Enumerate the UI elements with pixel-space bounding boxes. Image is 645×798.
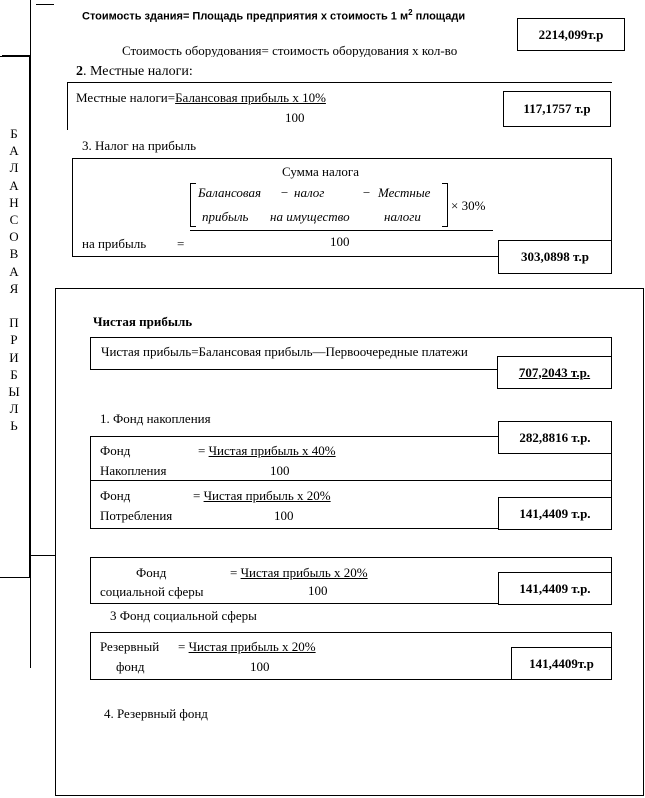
top-tick-line <box>36 4 54 5</box>
net-profit-value-box: 707,2043 т.р. <box>497 356 612 389</box>
accumulation-label2: Накопления <box>100 463 167 478</box>
reserve-denominator: 100 <box>250 659 270 674</box>
profit-tax-term3-bottom: налоги <box>384 209 421 224</box>
sidebar-letter: Л <box>9 160 19 176</box>
profit-tax-sum-label: Сумма налога <box>282 164 359 179</box>
reserve-label2: фонд <box>116 659 145 674</box>
sidebar-letter: Л <box>9 401 19 417</box>
building-cost-formula: Стоимость здания= Площадь предприятия x стоимость 1 $м^2$ площади <box>82 8 466 23</box>
social-formula: = Чистая прибыль x 20% <box>230 565 368 580</box>
profit-tax-term3-top: Местные <box>378 185 431 200</box>
sidebar-letter: Н <box>9 194 19 210</box>
consumption-formula: = Чистая прибыль x 20% <box>193 488 331 503</box>
reserve-label1: Резервный <box>100 639 160 654</box>
local-taxes-formula: Местные налоги=Балансовая прибыль x 10% <box>76 90 326 105</box>
right-bracket <box>442 183 448 227</box>
left-bracket <box>190 183 196 227</box>
profit-tax-left-label: на прибыль <box>82 236 147 251</box>
sidebar-letter: А <box>9 177 19 193</box>
profit-tax-term1-top: Балансовая <box>198 185 261 200</box>
connector-mid-line <box>30 555 55 556</box>
profit-tax-heading: 3. Налог на прибыль <box>82 138 196 153</box>
profit-tax-value-box: 303,0898 т.р <box>498 240 612 274</box>
local-taxes-value-box: 117,1757 т.р <box>503 91 611 127</box>
sidebar-letter: А <box>9 263 19 279</box>
social-value-box: 141,4409 т.р. <box>498 572 612 605</box>
sidebar-letter: Ы <box>8 384 20 399</box>
accumulation-value-box: 282,8816 т.р. <box>498 421 612 454</box>
profit-tax-minus1: − <box>280 185 289 200</box>
profit-tax-term1-bottom: прибыль <box>202 209 249 224</box>
social-denominator: 100 <box>308 583 328 598</box>
social-label1: Фонд <box>136 565 167 580</box>
sidebar-letter: Я <box>9 280 19 296</box>
accumulation-denominator: 100 <box>270 463 290 478</box>
profit-tax-denominator: 100 <box>330 234 350 249</box>
accumulation-formula: = Чистая прибыль x 40% <box>198 443 336 458</box>
left-connector-line <box>30 0 31 668</box>
consumption-label1: Фонд <box>100 488 131 503</box>
sidebar-letter: Б <box>10 366 18 382</box>
sidebar-letter: Ь <box>10 418 18 434</box>
reserve-value-box: 141,4409т.р <box>511 647 612 680</box>
consumption-denominator: 100 <box>274 508 294 523</box>
equipment-cost-formula: Стоимость оборудования= стоимость оборудования x кол-во <box>122 44 458 57</box>
profit-tax-percent: × 30% <box>451 198 486 213</box>
profit-tax-term2-bottom: на имущество <box>270 209 350 224</box>
local-taxes-heading: 2. Местные налоги: <box>76 64 193 79</box>
sidebar-letter: О <box>9 229 19 245</box>
profit-tax-fraction-line <box>190 230 493 231</box>
sidebar-letter: И <box>9 349 19 365</box>
sidebar-letter: С <box>9 212 19 227</box>
sidebar-letter: В <box>9 246 19 262</box>
sidebar-letter: Р <box>10 332 18 348</box>
consumption-label2: Потребления <box>100 508 173 523</box>
consumption-value-box: 141,4409 т.р. <box>498 497 612 530</box>
local-taxes-denominator: 100 <box>285 110 305 125</box>
profit-tax-equals: = <box>177 236 185 251</box>
social-fund-heading: 3 Фонд социальной сферы <box>110 608 257 623</box>
building-value-box: 2214,099т.р <box>517 18 625 51</box>
accumulation-label1: Фонд <box>100 443 131 458</box>
sidebar-letter: Б <box>10 126 18 141</box>
reserve-fund-heading: 4. Резервный фонд <box>104 706 208 721</box>
social-label2: социальной сферы <box>100 584 204 599</box>
profit-tax-term2-top: налог <box>294 185 325 200</box>
net-profit-formula-box: Чистая прибыль=Балансовая прибыль—Первоочередные платежи <box>90 337 612 370</box>
sidebar-letter: П <box>9 315 19 331</box>
accumulation-fund-heading: 1. Фонд накопления <box>100 411 211 426</box>
sidebar-letter: А <box>9 143 19 159</box>
reserve-formula: = Чистая прибыль x 20% <box>178 639 316 654</box>
profit-tax-minus2: − <box>362 185 371 200</box>
net-profit-title: Чистая прибыль <box>93 314 193 329</box>
